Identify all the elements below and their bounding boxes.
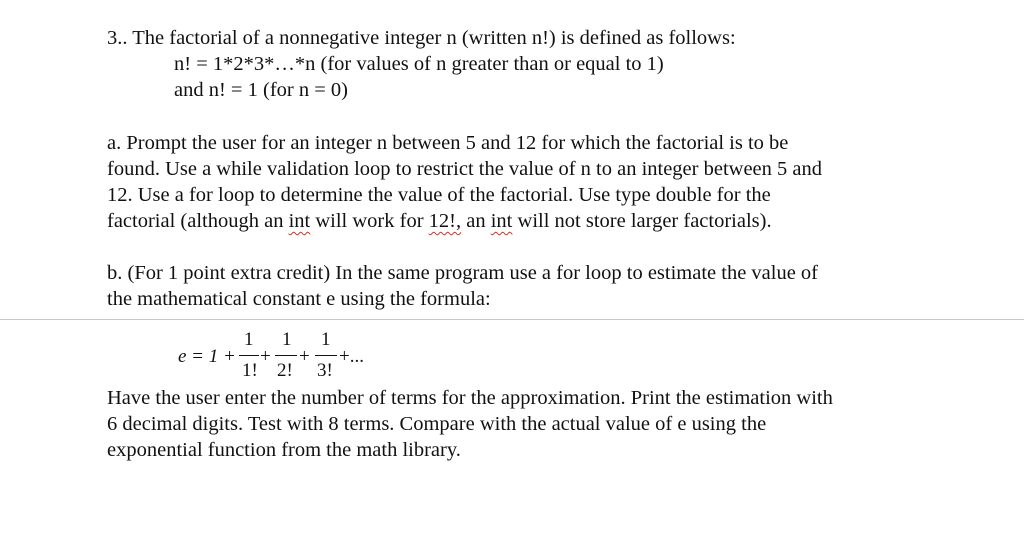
page-divider	[0, 319, 1024, 320]
formula-ellipsis: +...	[339, 346, 364, 367]
formula-numerator-2: 1	[282, 329, 292, 350]
formula-numerator-3: 1	[321, 329, 331, 350]
formula-numerator-1: 1	[244, 329, 254, 350]
formula-plus-2: +	[299, 346, 310, 367]
fraction-bar-1	[239, 355, 259, 356]
factorial-definition-line: n! = 1*2*3*…*n (for values of n greater than or equal to 1)	[174, 53, 664, 75]
part-a-line-4-end: will not store larger factorials).	[512, 210, 772, 232]
part-a-line-4-middle-2: an	[461, 210, 491, 232]
problem-header: 3.. The factorial of a nonnegative integer n (written n!) is defined as follows:	[107, 27, 736, 49]
part-b-line-3: Have the user enter the number of terms for the approximation. Print the estimation with	[107, 387, 833, 409]
spellcheck-word-12[interactable]: 12!,	[428, 210, 462, 232]
part-a-line-2: found. Use a while validation loop to restrict the value of n to an integer between 5 and	[107, 158, 823, 180]
part-a-line-3: 12. Use a for loop to determine the value of the factorial. Use type double for the	[107, 184, 771, 206]
spellcheck-word-int[interactable]: int	[288, 210, 311, 232]
fraction-bar-2	[275, 355, 297, 356]
part-b-line-5: exponential function from the math library.	[107, 439, 461, 461]
fraction-bar-3	[315, 355, 337, 356]
factorial-base-case-line: and n! = 1 (for n = 0)	[174, 79, 348, 101]
formula-denominator-1: 1!	[242, 360, 258, 381]
part-b-line-4: 6 decimal digits. Test with 8 terms. Compare with the actual value of e using the	[107, 413, 767, 435]
e-series-formula	[178, 330, 418, 384]
formula-denominator-2: 2!	[277, 360, 293, 381]
part-b-line-1: b. (For 1 point extra credit) In the same program use a for loop to estimate the value of	[107, 262, 819, 284]
formula-plus-1: +	[260, 346, 271, 367]
part-a-line-1: a. Prompt the user for an integer n between 5 and 12 for which the factorial is to be	[107, 132, 789, 154]
formula-lhs: e = 1 +	[178, 346, 236, 367]
part-b-line-2: the mathematical constant e using the formula:	[107, 288, 491, 310]
part-a-line-4-start: factorial (although an	[107, 210, 289, 232]
part-a-line-4-middle: will work for	[310, 210, 429, 232]
formula-denominator-3: 3!	[317, 360, 333, 381]
part-a-line-4	[107, 209, 772, 234]
spellcheck-word-int-2[interactable]: int	[490, 210, 513, 232]
